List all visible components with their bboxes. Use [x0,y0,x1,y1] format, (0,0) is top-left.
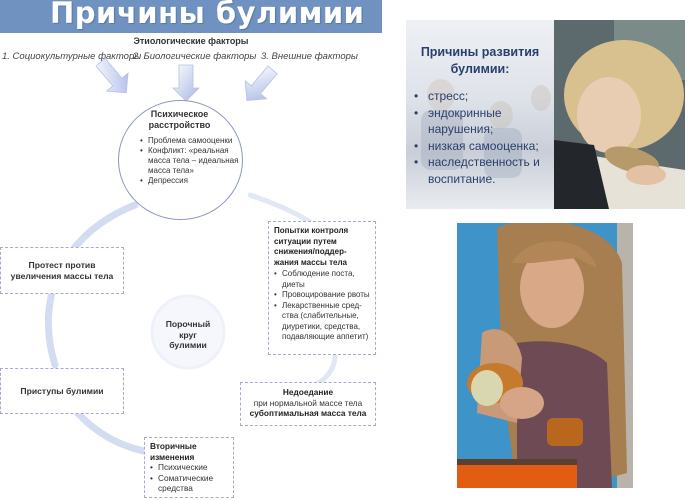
list-item: • Депрессия [148,176,240,186]
factor-sociocultural: 1. Социокультурные факторы [2,51,142,62]
undernutrition-title: Недоедание [282,387,334,397]
arrow-down-icon [173,65,199,101]
list-item: • Конфликт: «реальная масса тела – идеальная масса тела» [148,146,240,176]
list-item: • Соблюдение поста, диеты [282,269,371,290]
etiology-heading: Этиологические факторы [133,36,249,46]
secondary-title-line1: Вторичные [150,441,197,451]
psychic-title-line1: Психическое [150,109,209,119]
factor-external: 3. Внешние факторы [261,51,358,62]
card-title [406,44,554,78]
list-item: • эндокринные нарушения; [428,105,552,138]
list-item: • Соматические средства [158,473,229,494]
arrow-down-left-icon [236,61,283,110]
vicious-circle-label [150,319,226,351]
attacks-box [0,368,124,414]
arrow-down-right-icon [90,53,137,102]
psychic-disorder-title [118,109,241,131]
woman-eating-sandwich-photo [554,20,685,209]
psychic-title-line2: расстройство [148,120,211,130]
vicious-line1: Порочный [165,319,211,329]
control-title: Попытки контроля ситуации путем снижения/поддер-жания массы тела [274,226,349,267]
undernutrition-line1: при нормальной массе тела [253,397,363,408]
list-item: • Проблема самооценки [148,136,240,146]
attacks-text: Приступы булимии [20,385,104,396]
vicious-line3: булимии [169,340,207,350]
card-title-line2: булимии: [450,62,510,76]
undernutrition-line2: субоптимальная масса тела [249,408,367,418]
protest-text: Протест против увеличения массы тела [10,259,114,281]
page-title: Причины булимии [50,0,365,30]
secondary-changes-box [144,437,234,498]
secondary-title-line2: изменения [150,451,195,462]
list-item: • Провоцирование рвоты [282,290,371,301]
control-attempts-box [268,221,376,355]
vicious-line2: круг [179,329,197,340]
psychic-disorder-list [140,136,240,186]
undernutrition-box [240,382,376,426]
list-item: • Лекарственные сред-ства (слабительные, диуретики, средства, подавляющие аппетит) [282,301,371,343]
photo-illustration [457,223,633,488]
card-causes-list [412,88,552,187]
list-item: • наследственность и воспитание. [428,154,552,187]
factor-biological: 2. Биологические факторы [133,51,257,62]
list-item: • Психические [158,462,229,473]
woman-eating-burger-photo [457,223,633,488]
list-item: • низкая самооценка; [428,138,552,155]
photo-illustration [554,20,685,209]
causes-card [406,20,685,209]
list-item: • стресс; [428,88,552,105]
card-title-line1: Причины развития [420,45,540,59]
protest-box [0,247,124,294]
